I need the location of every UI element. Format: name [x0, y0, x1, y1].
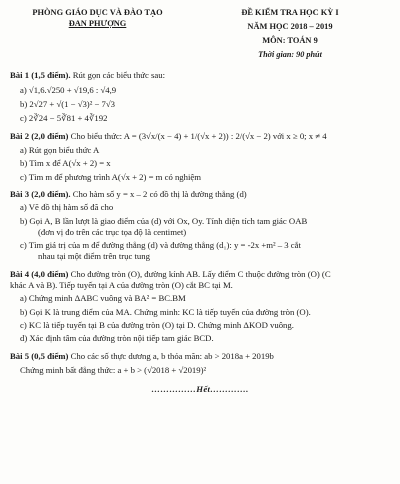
question-1-heading: Bài 1 (1,5 điểm).: [10, 70, 71, 81]
question-4: [10, 269, 390, 345]
exam-header: [10, 8, 390, 60]
question-5: [10, 351, 390, 377]
district-name: ĐAN PHƯỢNG: [68, 18, 127, 28]
question-3-stem: [10, 189, 390, 200]
question-2: [10, 131, 390, 183]
question-3-item-c-continued: nhau tại một điểm trên trục tung: [38, 251, 150, 262]
question-1-stem: [10, 70, 390, 81]
question-2-heading: Bài 2 (2,0 điểm): [10, 130, 69, 141]
question-3-text: Cho hàm số y = x – 2 có đồ thị là đường thẳng (d): [70, 188, 247, 199]
department-name: PHÒNG GIÁO DỤC VÀ ĐÀO TẠO: [32, 8, 163, 17]
question-2-stem: [10, 131, 390, 142]
question-3-heading: Bài 3 (2,0 điểm).: [10, 188, 71, 199]
header-right: [190, 8, 390, 60]
question-3-item-c: c) Tìm giá trị của m để đường thẳng (d) và đường thẳng (d₁): y = -2x +m² – 3 cắt: [20, 240, 301, 251]
question-5-heading: Bài 5 (0,5 điểm): [10, 350, 69, 361]
question-3-item-a: a) Vẽ đồ thị hàm số đã cho: [20, 202, 114, 213]
question-2-item-b: b) Tìm x để A(√x + 2) = x: [20, 158, 111, 169]
question-4-item-a: a) Chứng minh ΔABC vuông và BA² = BC.BM: [20, 293, 186, 304]
question-4-text: Cho đường tròn (O), đường kính AB. Lấy điểm C thuộc đường tròn (O) (C: [68, 268, 331, 279]
time-limit: Thời gian: 90 phút: [258, 49, 322, 59]
question-4-heading: Bài 4 (4,0 điểm): [10, 268, 69, 279]
header-left: [10, 8, 185, 60]
question-4-stem: [10, 269, 390, 280]
subject: MÔN: TOÁN 9: [262, 35, 318, 45]
question-3: [10, 189, 390, 263]
question-1-item-a: a) √1,6.√250 + √19,6 : √4,9: [20, 84, 117, 95]
question-1-text: Rút gọn các biểu thức sau:: [70, 70, 166, 81]
question-4-item-c: c) KC là tiếp tuyến tại B của đường tròn (O) tại D. Chứng minh ΔKOD vuông.: [20, 320, 294, 331]
question-3-item-b-continued: (đơn vị đo trên các trục tọa độ là centimet): [38, 226, 187, 237]
question-1: [10, 70, 390, 124]
end-marker: ……………Hết………….: [151, 384, 249, 395]
question-1-item-b: b) 2√27 + √(1 − √3)² − 7√3: [20, 99, 116, 110]
question-1-item-c: c) 2∛24 − 5∛81 + 4∛192: [20, 113, 108, 124]
question-3-item-b: b) Gọi A, B lần lượt là giao điểm của (d) với Ox, Oy. Tính diện tích tam giác OAB: [20, 215, 308, 226]
question-2-item-a: a) Rút gọn biểu thức A: [20, 144, 100, 155]
question-5-proof: Chứng minh bất đẳng thức: a + b > (√2018 + √2019)²: [20, 364, 207, 375]
question-5-text: Cho các số thực dương a, b thỏa mãn: ab > 2018a + 2019b: [68, 350, 274, 361]
question-2-text: Cho biểu thức: A = (3√x/(x − 4) + 1/(√x + 2)) : 2/(√x − 2) với x ≥ 0; x ≠ 4: [68, 130, 327, 141]
question-4-item-b: b) Gọi K là trung điểm của MA. Chứng minh: KC là tiếp tuyến của đường tròn (O).: [20, 306, 311, 317]
question-5-stem: [10, 351, 390, 362]
school-year: NĂM HỌC 2018 – 2019: [247, 21, 333, 31]
question-4-item-d: d) Xác định tâm của đường tròn nội tiếp tam giác BCD.: [20, 333, 214, 344]
question-4-stem-continued: khác A và B). Tiếp tuyến tại A của đường tròn (O) cắt BC tại M.: [10, 280, 233, 291]
question-2-item-c: c) Tìm m để phương trình A(√x + 2) = m có nghiệm: [20, 171, 202, 182]
exam-title: ĐỀ KIỂM TRA HỌC KỲ I: [241, 8, 339, 17]
